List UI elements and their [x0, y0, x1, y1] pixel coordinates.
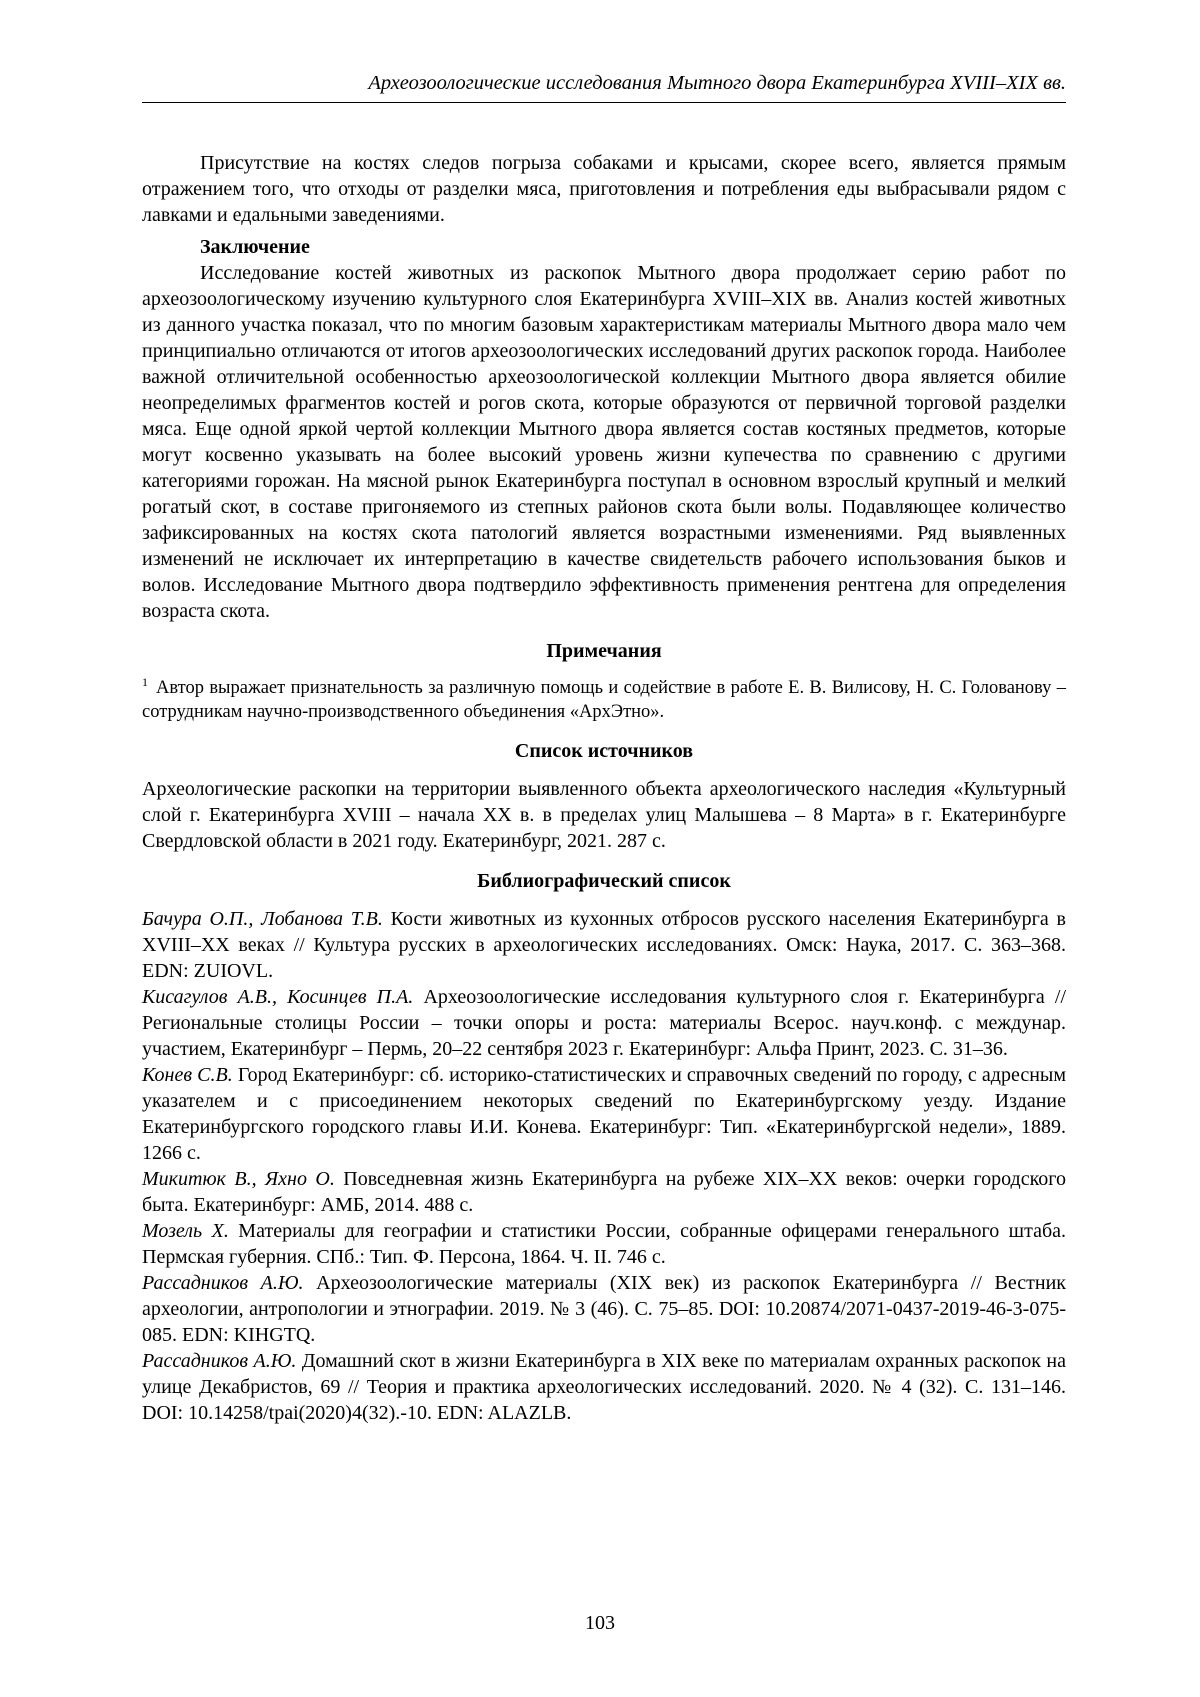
- notes-heading: Примечания: [546, 640, 662, 662]
- note-item: [142, 676, 1066, 724]
- bibliography-list: [142, 906, 1066, 1426]
- source-item: Археологические раскопки на территории выявленного объекта археологического наследия «Культурный слой г. Екатеринбурга XVIII – начала XX в. в пределах улиц Малышева – 8 Марта» в г. Екатеринбурге Свердловской области в 2021 году. Екатеринбург, 2021. 287 с.: [142, 778, 1066, 852]
- sources-heading: Список источников: [514, 740, 694, 762]
- bibliography-item: [142, 984, 1066, 1062]
- bibliography-authors: Кисагулов А.В., Косинцев П.А.: [142, 986, 414, 1008]
- bibliography-authors: Рассадников А.Ю.: [142, 1272, 304, 1294]
- bibliography-item: [142, 1166, 1066, 1218]
- bibliography-text: Археозоологические материалы (XIX век) из раскопок Екатеринбурга // Вестник археологии, антропологии и этнографии. 2019. № 3 (46). С. 75–85. DOI: 10.20874/2071-0437-2019-46-3-075-085. EDN: KIHGTQ.: [142, 1272, 1066, 1346]
- bibliography-item: [142, 1348, 1066, 1426]
- note-text: Автор выражает признательность за различную помощь и содействие в работе Е. В. Вилисову, Н. С. Голованову – сотрудникам научно-производственного объединения «АрхЭтно».: [142, 678, 1066, 722]
- bibliography-item: [142, 906, 1066, 984]
- conclusion-heading: Заключение: [200, 236, 310, 258]
- bibliography-text: Материалы для географии и статистики России, собранные офицерами генерального штаба. Пермская губерния. СПб.: Тип. Ф. Персона, 1864. Ч. II. 746 с.: [142, 1220, 1067, 1268]
- bibliography-text: Домашний скот в жизни Екатеринбурга в XIX веке по материалам охранных раскопок на улице Декабристов, 69 // Теория и практика археологических исследований. 2020. № 4 (32). С. 131–146. DOI: 10.14258/tpai(2020)4(32).-10. EDN: ALAZLB.: [142, 1350, 1067, 1424]
- note-number: 1: [142, 675, 148, 689]
- bibliography-text: Город Екатеринбург: сб. историко-статистических и справочных сведений по городу, с адресным указателем и с присоединением некоторых сведений по Екатеринбургскому уезду. Издание Екатеринбургского городского главы И.И. Конева. Екатеринбург: Тип. «Екатеринбургской недели», 1889. 1266 с.: [142, 1064, 1066, 1164]
- page-number: 103: [585, 1612, 615, 1634]
- bibliography-text: Кости животных из кухонных отбросов русского населения Екатеринбурга в XVIII–XX веках // Культура русских в археологических исследованиях. Омск: Наука, 2017. С. 363–368. EDN: ZUIOVL.: [142, 908, 1066, 982]
- bibliography-authors: Бачура О.П., Лобанова Т.В.: [142, 908, 383, 930]
- bibliography-authors: Мозель Х.: [142, 1220, 229, 1242]
- bibliography-authors: Микитюк В., Яхно О.: [142, 1168, 335, 1190]
- bibliography-authors: Рассадников А.Ю.: [142, 1350, 297, 1372]
- bibliography-heading: Библиографический список: [477, 870, 731, 892]
- running-head: Археозоологические исследования Мытного двора Екатеринбурга XVIII–XIX вв.: [142, 70, 1066, 103]
- page-content: [142, 150, 1066, 1426]
- bibliography-item: [142, 1218, 1066, 1270]
- bibliography-item: [142, 1062, 1066, 1166]
- bibliography-text: Археозоологические исследования культурного слоя г. Екатеринбурга // Региональные столицы России – точки опоры и роста: материалы Всерос. науч.конф. с междунар. участием, Екатеринбург – Пермь, 20–22 сентября 2023 г. Екатеринбург: Альфа Принт, 2023. С. 31–36.: [142, 986, 1067, 1060]
- bibliography-authors: Конев С.В.: [142, 1064, 233, 1086]
- intro-paragraph: Присутствие на костях следов погрыза собаками и крысами, скорее всего, является прямым отражением того, что отходы от разделки мяса, приготовления и потребления еды выбрасывали рядом с лавками и едальными заведениями.: [142, 152, 1066, 226]
- conclusion-text: Исследование костей животных из раскопок Мытного двора продолжает серию работ по археозоологическому изучению культурного слоя Екатеринбурга XVIII–XIX вв. Анализ костей животных из данного участка показал, что по многим базовым характеристикам материалы Мытного двора мало чем принципиально отличаются от итогов археозоологических исследований других раскопок города. Наиболее важной отличительной особенностью археозоологической коллекции Мытного двора является обилие неопределимых фрагментов костей и рогов скота, которые образуются от первичной торговой разделки мяса. Еще одной яркой чертой коллекции Мытного двора является состав костяных предметов, которые могут косвенно указывать на более высокий уровень жизни купечества по сравнению с другими категориями горожан. На мясной рынок Екатеринбурга поступал в основном взрослый крупный и мелкий рогатый скот, в составе пригоняемого из степных районов скота были волы. Подавляющее количество зафиксированных на костях скота патологий является возрастными изменениями. Ряд выявленных изменений не исключает их интерпретацию в качестве свидетельств рабочего использования быков и волов. Исследование Мытного двора подтвердило эффективность применения рентгена для определения возраста скота.: [142, 262, 1066, 622]
- bibliography-item: [142, 1270, 1066, 1348]
- bibliography-text: Повседневная жизнь Екатеринбурга на рубеже XIX–XX веков: очерки городского быта. Екатеринбург: АМБ, 2014. 488 с.: [142, 1168, 1066, 1216]
